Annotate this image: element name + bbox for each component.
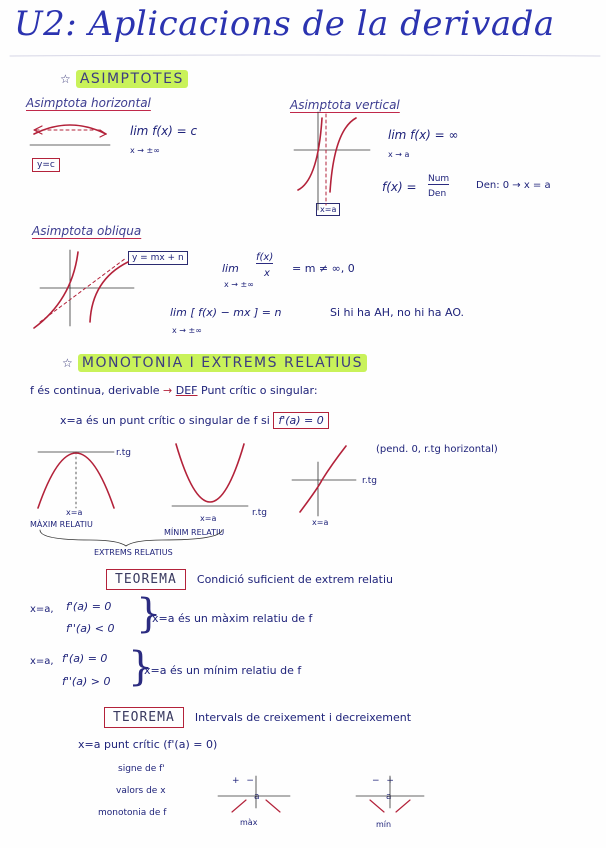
extrems-bracket [40, 528, 225, 546]
note-ah-ao: Si hi ha AH, no hi ha AO. [330, 306, 465, 319]
row-valors: valors de x [116, 786, 166, 796]
row-signe: signe de f' [118, 764, 165, 774]
limit-sub-horizontal: x → ±∞ [130, 146, 160, 155]
subtitle-vertical: Asimptota vertical [290, 98, 400, 112]
label-xa-3: x=a [312, 518, 329, 527]
den-note: Den: 0 → x = a [476, 180, 551, 191]
tbl1-a: a [254, 792, 260, 802]
case2-line1: f'(a) = 0 [62, 652, 108, 665]
formula-m-den: x [264, 268, 270, 279]
sign-table-1 [218, 776, 290, 812]
row-monotonia: monotonia de f [98, 808, 167, 818]
label-maxim: MÀXIM RELATIU [30, 520, 93, 529]
subtitle-horizontal: Asimptota horizontal [26, 96, 151, 110]
label-rtg-2: r.tg [252, 508, 267, 518]
graph-maxim [38, 452, 114, 508]
limit-sub-obliqua-m: x → ±∞ [224, 280, 254, 289]
arrow-icon: → [163, 384, 173, 397]
teorema-2-line1: x=a punt crític (f'(a) = 0) [78, 738, 218, 751]
subtitle-obliqua: Asimptota obliqua [32, 224, 142, 238]
tbl1-label: màx [240, 818, 258, 827]
page-title: U2: Aplicacions de la derivada [14, 4, 555, 44]
formula-vertical: lim f(x) = ∞ [388, 128, 459, 142]
fraction-den: Den [428, 189, 447, 199]
limit-sub-vertical: x → a [388, 150, 410, 159]
limit-sub-obliqua-n: x → ±∞ [172, 326, 202, 335]
tbl2-label: mín [376, 820, 392, 829]
title-underline [10, 55, 600, 56]
label-minim: MÍNIM RELATIU [164, 528, 225, 537]
label-rtg-3: r.tg [362, 476, 377, 486]
brace-2: } [128, 644, 154, 690]
star-icon: ☆ [60, 72, 71, 86]
label-extrems: EXTREMS RELATIUS [94, 548, 173, 557]
case1-result: x=a és un màxim relatiu de f [152, 612, 313, 625]
case2-result: x=a és un mínim relatiu de f [144, 664, 302, 677]
formula-n: lim [ f(x) − mx ] = n [170, 306, 282, 319]
def-label: DEF [175, 384, 198, 397]
case2-prefix: x=a, [30, 656, 54, 667]
formula-horizontal: lim f(x) = c [130, 124, 198, 138]
case1-line1: f'(a) = 0 [66, 600, 112, 613]
label-xa-1: x=a [66, 508, 83, 517]
tbl1-signs: + − [232, 776, 256, 786]
formula-m-lim: lim [222, 262, 239, 275]
teorema-1-label: TEOREMA [106, 569, 186, 590]
graph-inflexio [292, 446, 356, 516]
line1-a: f és continua, derivable [30, 384, 160, 397]
case1-line2: f''(a) < 0 [66, 622, 115, 635]
line2-box: f'(a) = 0 [273, 412, 328, 429]
line1-b: Punt crític o singular: [201, 384, 318, 397]
line-pendent: (pend. 0, r.tg horizontal) [376, 444, 498, 455]
section-heading: ASIMPTOTES [76, 70, 188, 88]
fraction-lhs: f(x) = [382, 180, 417, 194]
teorema-2-label: TEOREMA [104, 707, 184, 728]
label-xa-2: x=a [200, 514, 217, 523]
box-x-a: x=a [316, 203, 340, 216]
sign-table-2 [356, 776, 424, 812]
graph-minim [172, 444, 248, 506]
formula-m-num: f(x) [256, 252, 274, 263]
formula-m-rhs: = m ≠ ∞, 0 [292, 262, 355, 275]
case1-prefix: x=a, [30, 604, 54, 615]
box-y-c: y=c [32, 158, 60, 172]
tbl2-a: a [386, 792, 392, 802]
line2-a: x=a és un punt crític o singular de f si [60, 414, 270, 427]
graph-horizontal [30, 125, 110, 145]
brace-1: } [136, 591, 162, 637]
tbl2-signs: − + [372, 776, 396, 786]
label-rtg-1: r.tg [116, 448, 131, 458]
graph-vertical [294, 112, 370, 210]
teorema-1-text: Condició suficient de extrem relatiu [196, 573, 394, 586]
section-heading: MONOTONIA I EXTREMS RELATIUS [78, 354, 367, 372]
graph-obliqua [34, 250, 134, 328]
star-icon: ☆ [62, 356, 73, 370]
teorema-2-text: Intervals de creixement i decreixement [194, 711, 412, 724]
case2-line2: f''(a) > 0 [62, 675, 111, 688]
box-y-mx-n: y = mx + n [128, 251, 188, 265]
fraction-num: Num [428, 174, 450, 184]
